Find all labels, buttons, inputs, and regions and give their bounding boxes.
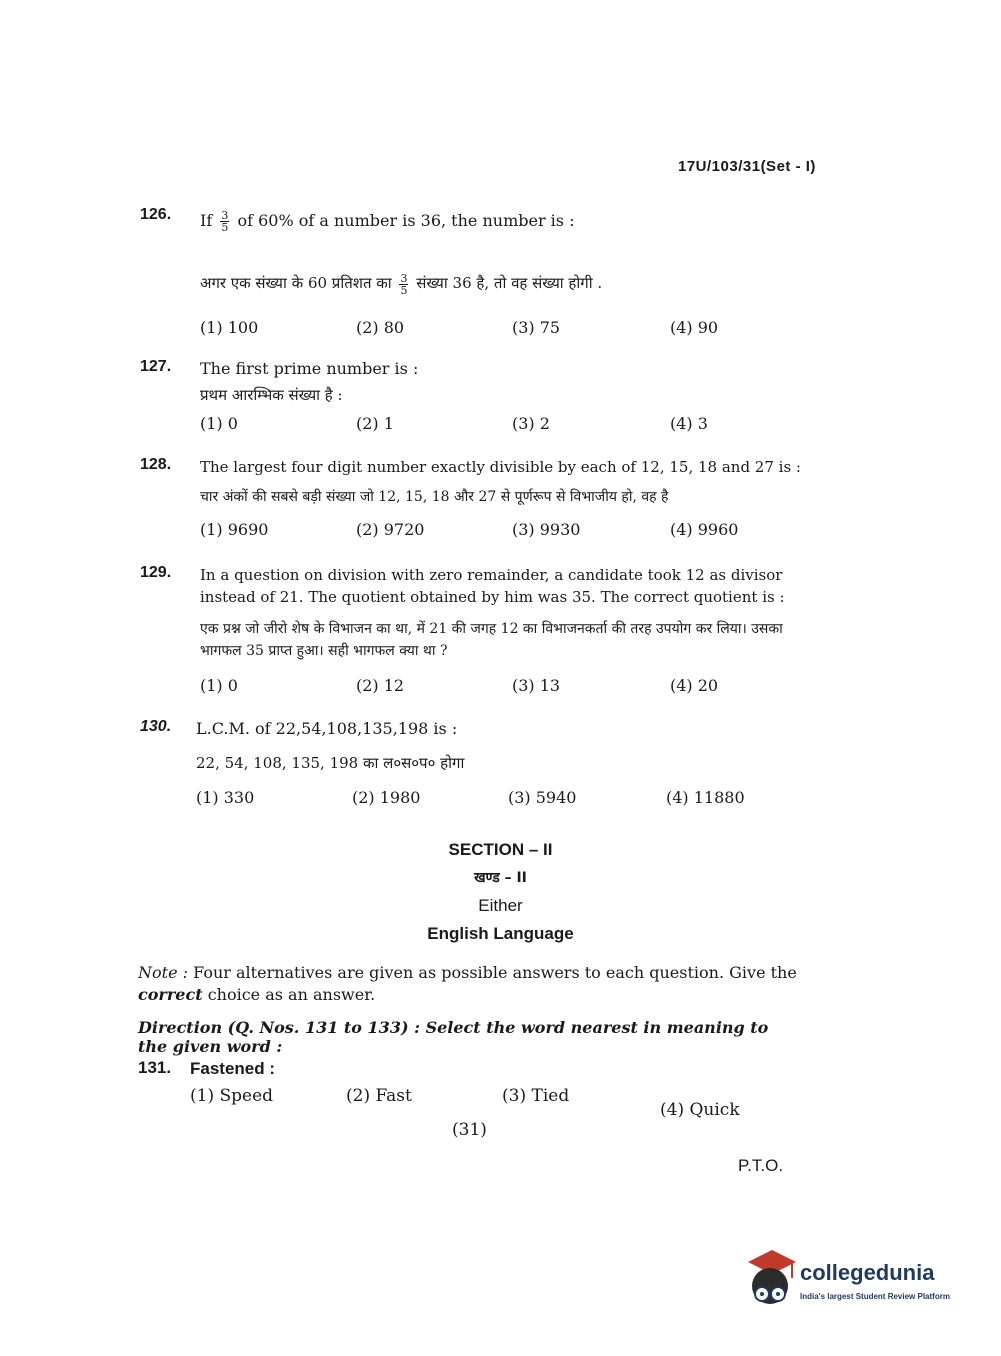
direction: Direction (Q. Nos. 131 to 133) : Select the word nearest in meaning to the given word : xyxy=(138,1018,769,1056)
option-4: (4) 9960 xyxy=(670,520,739,539)
option-3: (3) 5940 xyxy=(508,788,577,807)
pto-label: P.T.O. xyxy=(738,1156,784,1175)
option-1: (1) Speed xyxy=(190,1086,274,1106)
options xyxy=(190,1086,810,1120)
option-3: (3) 9930 xyxy=(512,520,581,539)
question-hindi: चार अंकों की सबसे बड़ी संख्या जो 12, 15, 18 और 27 से पूर्णरूप से विभाजीय हो, वह है xyxy=(200,489,669,505)
question-131 xyxy=(138,1058,818,1118)
question-hindi: प्रथम आरम्भिक संख्या है : xyxy=(200,386,343,404)
option-2: (2) 1 xyxy=(356,414,394,433)
question-126 xyxy=(140,206,820,346)
note xyxy=(138,962,798,1006)
option-2: (2) 1980 xyxy=(352,788,421,807)
option-4: (4) Quick xyxy=(660,1100,740,1120)
option-1: (1) 330 xyxy=(196,788,255,807)
collegedunia-logo xyxy=(742,1248,972,1318)
fraction-denominator: 5 xyxy=(400,283,408,297)
option-1: (1) 9690 xyxy=(200,520,269,539)
question-129 xyxy=(140,564,820,704)
question-text: The largest four digit number exactly divisible by each of 12, 15, 18 and 27 is : xyxy=(200,458,801,476)
question-number: 131. xyxy=(138,1058,172,1077)
fraction xyxy=(399,273,408,296)
section-title-hindi: खण्ड – II xyxy=(474,870,527,886)
question-number: 126. xyxy=(140,206,172,223)
question-text: The first prime number is : xyxy=(200,359,419,378)
question-hindi xyxy=(200,272,820,296)
page-number: (31) xyxy=(452,1120,487,1140)
question-text-part: If xyxy=(200,211,213,230)
note-label: Note : xyxy=(138,963,189,982)
note-text-2: choice as an answer. xyxy=(207,985,376,1004)
section-title: SECTION – II xyxy=(448,840,553,859)
question-text xyxy=(200,210,820,233)
fraction-denominator: 5 xyxy=(221,221,229,234)
option-2: (2) 9720 xyxy=(356,520,425,539)
hindi-text-part: संख्या 36 है, तो वह संख्या होगी . xyxy=(416,274,603,292)
option-3: (3) 13 xyxy=(512,676,561,695)
question-127 xyxy=(140,358,820,448)
options xyxy=(200,414,820,438)
option-3: (3) Tied xyxy=(502,1086,570,1106)
options xyxy=(200,676,820,700)
option-1: (1) 0 xyxy=(200,676,238,695)
option-4: (4) 11880 xyxy=(666,788,745,807)
question-number: 129. xyxy=(140,564,172,581)
question-number: 130. xyxy=(140,718,172,735)
brand-tagline: India's largest Student Review Platform xyxy=(800,1292,950,1301)
note-correct: correct xyxy=(138,985,203,1004)
fraction-numerator: 3 xyxy=(221,209,229,222)
options xyxy=(200,318,820,342)
note-text: Four alternatives are given as possible answers to each question. Give the xyxy=(193,963,797,982)
question-text: L.C.M. of 22,54,108,135,198 is : xyxy=(196,719,458,738)
subject-title: English Language xyxy=(427,924,574,943)
question-130 xyxy=(140,718,820,818)
option-2: (2) Fast xyxy=(346,1086,412,1106)
options xyxy=(196,788,816,812)
option-1: (1) 100 xyxy=(200,318,259,337)
question-hindi: 22, 54, 108, 135, 198 का ल०स०प० होगा xyxy=(196,754,465,772)
question-text: In a question on division with zero remainder, a candidate took 12 as divisor instead of 21. The quotient obtained by him was 35. The correct quotient is : xyxy=(200,566,785,606)
paper-code: 17U/103/31(Set - I) xyxy=(678,158,816,175)
option-2: (2) 12 xyxy=(356,676,405,695)
fraction-numerator: 3 xyxy=(400,271,408,285)
either-label: Either xyxy=(478,896,523,915)
option-3: (3) 75 xyxy=(512,318,561,337)
option-4: (4) 90 xyxy=(670,318,719,337)
option-3: (3) 2 xyxy=(512,414,550,433)
question-text: Fastened : xyxy=(190,1059,276,1078)
question-hindi: एक प्रश्न जो जीरो शेष के विभाजन का था, में 21 की जगह 12 का विभाजनकर्ता की तरह उपयोग कर लिया। उसका भागफल 35 प्राप्त हुआ। सही भागफल क्या था ? xyxy=(200,621,783,659)
options xyxy=(200,520,820,544)
mascot-icon xyxy=(742,1248,798,1312)
option-4: (4) 20 xyxy=(670,676,719,695)
question-128 xyxy=(140,456,820,552)
option-1: (1) 0 xyxy=(200,414,238,433)
option-2: (2) 80 xyxy=(356,318,405,337)
question-text-part: of 60% of a number is 36, the number is : xyxy=(237,211,575,230)
brand-name: collegedunia xyxy=(800,1260,935,1285)
question-number: 128. xyxy=(140,456,172,473)
hindi-text-part: अगर एक संख्या के 60 प्रतिशत का xyxy=(200,274,392,292)
option-4: (4) 3 xyxy=(670,414,708,433)
fraction xyxy=(220,210,229,233)
question-number: 127. xyxy=(140,358,172,375)
